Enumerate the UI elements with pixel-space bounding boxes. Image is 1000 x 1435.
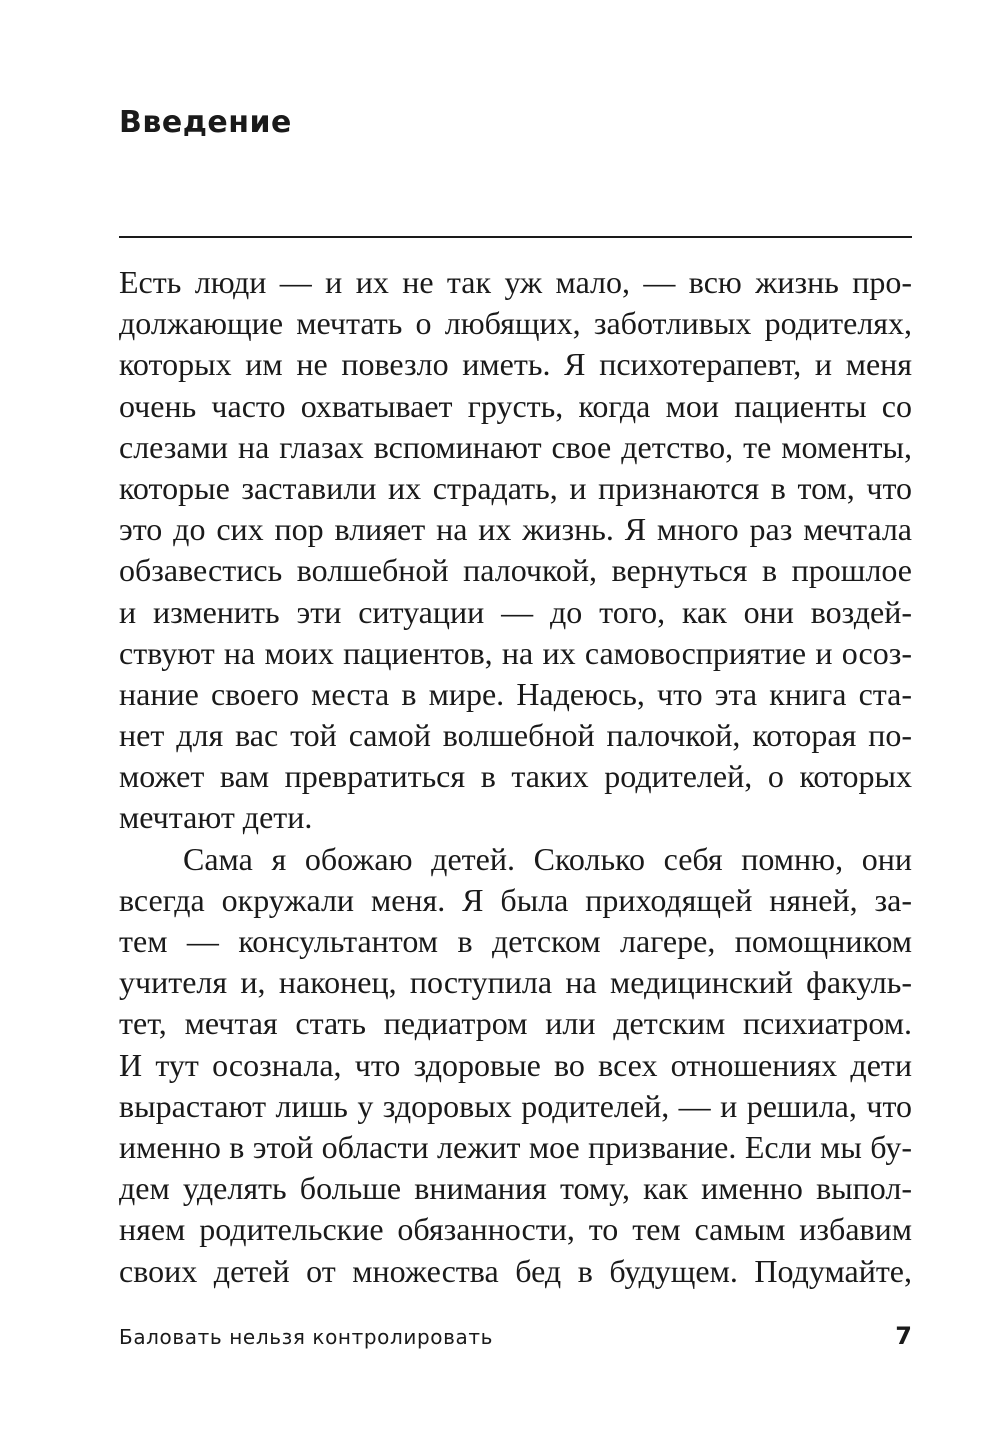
title-divider — [119, 236, 912, 238]
running-footer-title: Баловать нельзя контролировать — [119, 1325, 493, 1349]
paragraph-2 — [119, 839, 912, 1292]
text-line: которых им не повезло иметь. Я психотерапевт, и меня — [119, 346, 912, 383]
text-line: обзавестись волшебной палочкой, вернуться в прошлое — [119, 552, 912, 589]
text-line: всегда окружали меня. Я была приходящей няней, за- — [119, 881, 912, 918]
text-line: может вам превратиться в таких родителей, о которых — [119, 758, 912, 795]
text-line: именно в этой области лежит мое призвание. Если мы бу- — [119, 1128, 912, 1165]
text-line: тем — консультантом в детском лагере, помощником — [119, 923, 912, 959]
text-line: очень часто охватывает грусть, когда мои пациенты со — [119, 387, 912, 424]
text-line: няем родительские обязанности, то тем самым избавим — [119, 1211, 912, 1248]
body-text — [119, 262, 912, 1292]
paragraph-1 — [119, 262, 912, 839]
text-line: дем уделять больше внимания тому, как именно выпол- — [119, 1170, 912, 1207]
text-line: И тут осознала, что здоровые во всех отношениях дети — [119, 1046, 912, 1083]
text-line: Сама я обожаю детей. Сколько себя помню, они — [183, 840, 912, 877]
text-line: вырастают лишь у здоровых родителей, — и решила, что — [119, 1087, 912, 1124]
text-line: тет, мечтая стать педиатром или детским психиатром. — [119, 1005, 912, 1042]
text-line: и изменить эти ситуации — до того, как они воздей- — [119, 593, 912, 630]
text-line: это до сих пор влияет на их жизнь. Я много раз мечтала — [119, 511, 912, 548]
page-number: 7 — [895, 1322, 912, 1350]
text-line: мечтают дети. — [119, 799, 313, 836]
text-line: которые заставили их страдать, и признаются в том, что — [119, 469, 912, 506]
text-line: нание своего места в мире. Надеюсь, что эта книга ста- — [119, 675, 912, 712]
text-line: ствуют на моих пациентов, на их самовосприятие и осоз- — [119, 634, 912, 671]
chapter-title: Введение — [119, 105, 292, 140]
text-line: своих детей от множества бед в будущем. Подумайте, — [119, 1252, 912, 1289]
text-line: нет для вас той самой волшебной палочкой, которая по- — [119, 717, 912, 754]
text-line: Есть люди — и их не так уж мало, — всю жизнь про- — [119, 264, 912, 300]
text-line: учителя и, наконец, поступила на медицинский факуль- — [119, 964, 912, 1001]
text-line: должающие мечтать о любящих, заботливых родителях, — [119, 305, 912, 342]
text-line: слезами на глазах вспоминают свое детство, те моменты, — [119, 428, 912, 465]
